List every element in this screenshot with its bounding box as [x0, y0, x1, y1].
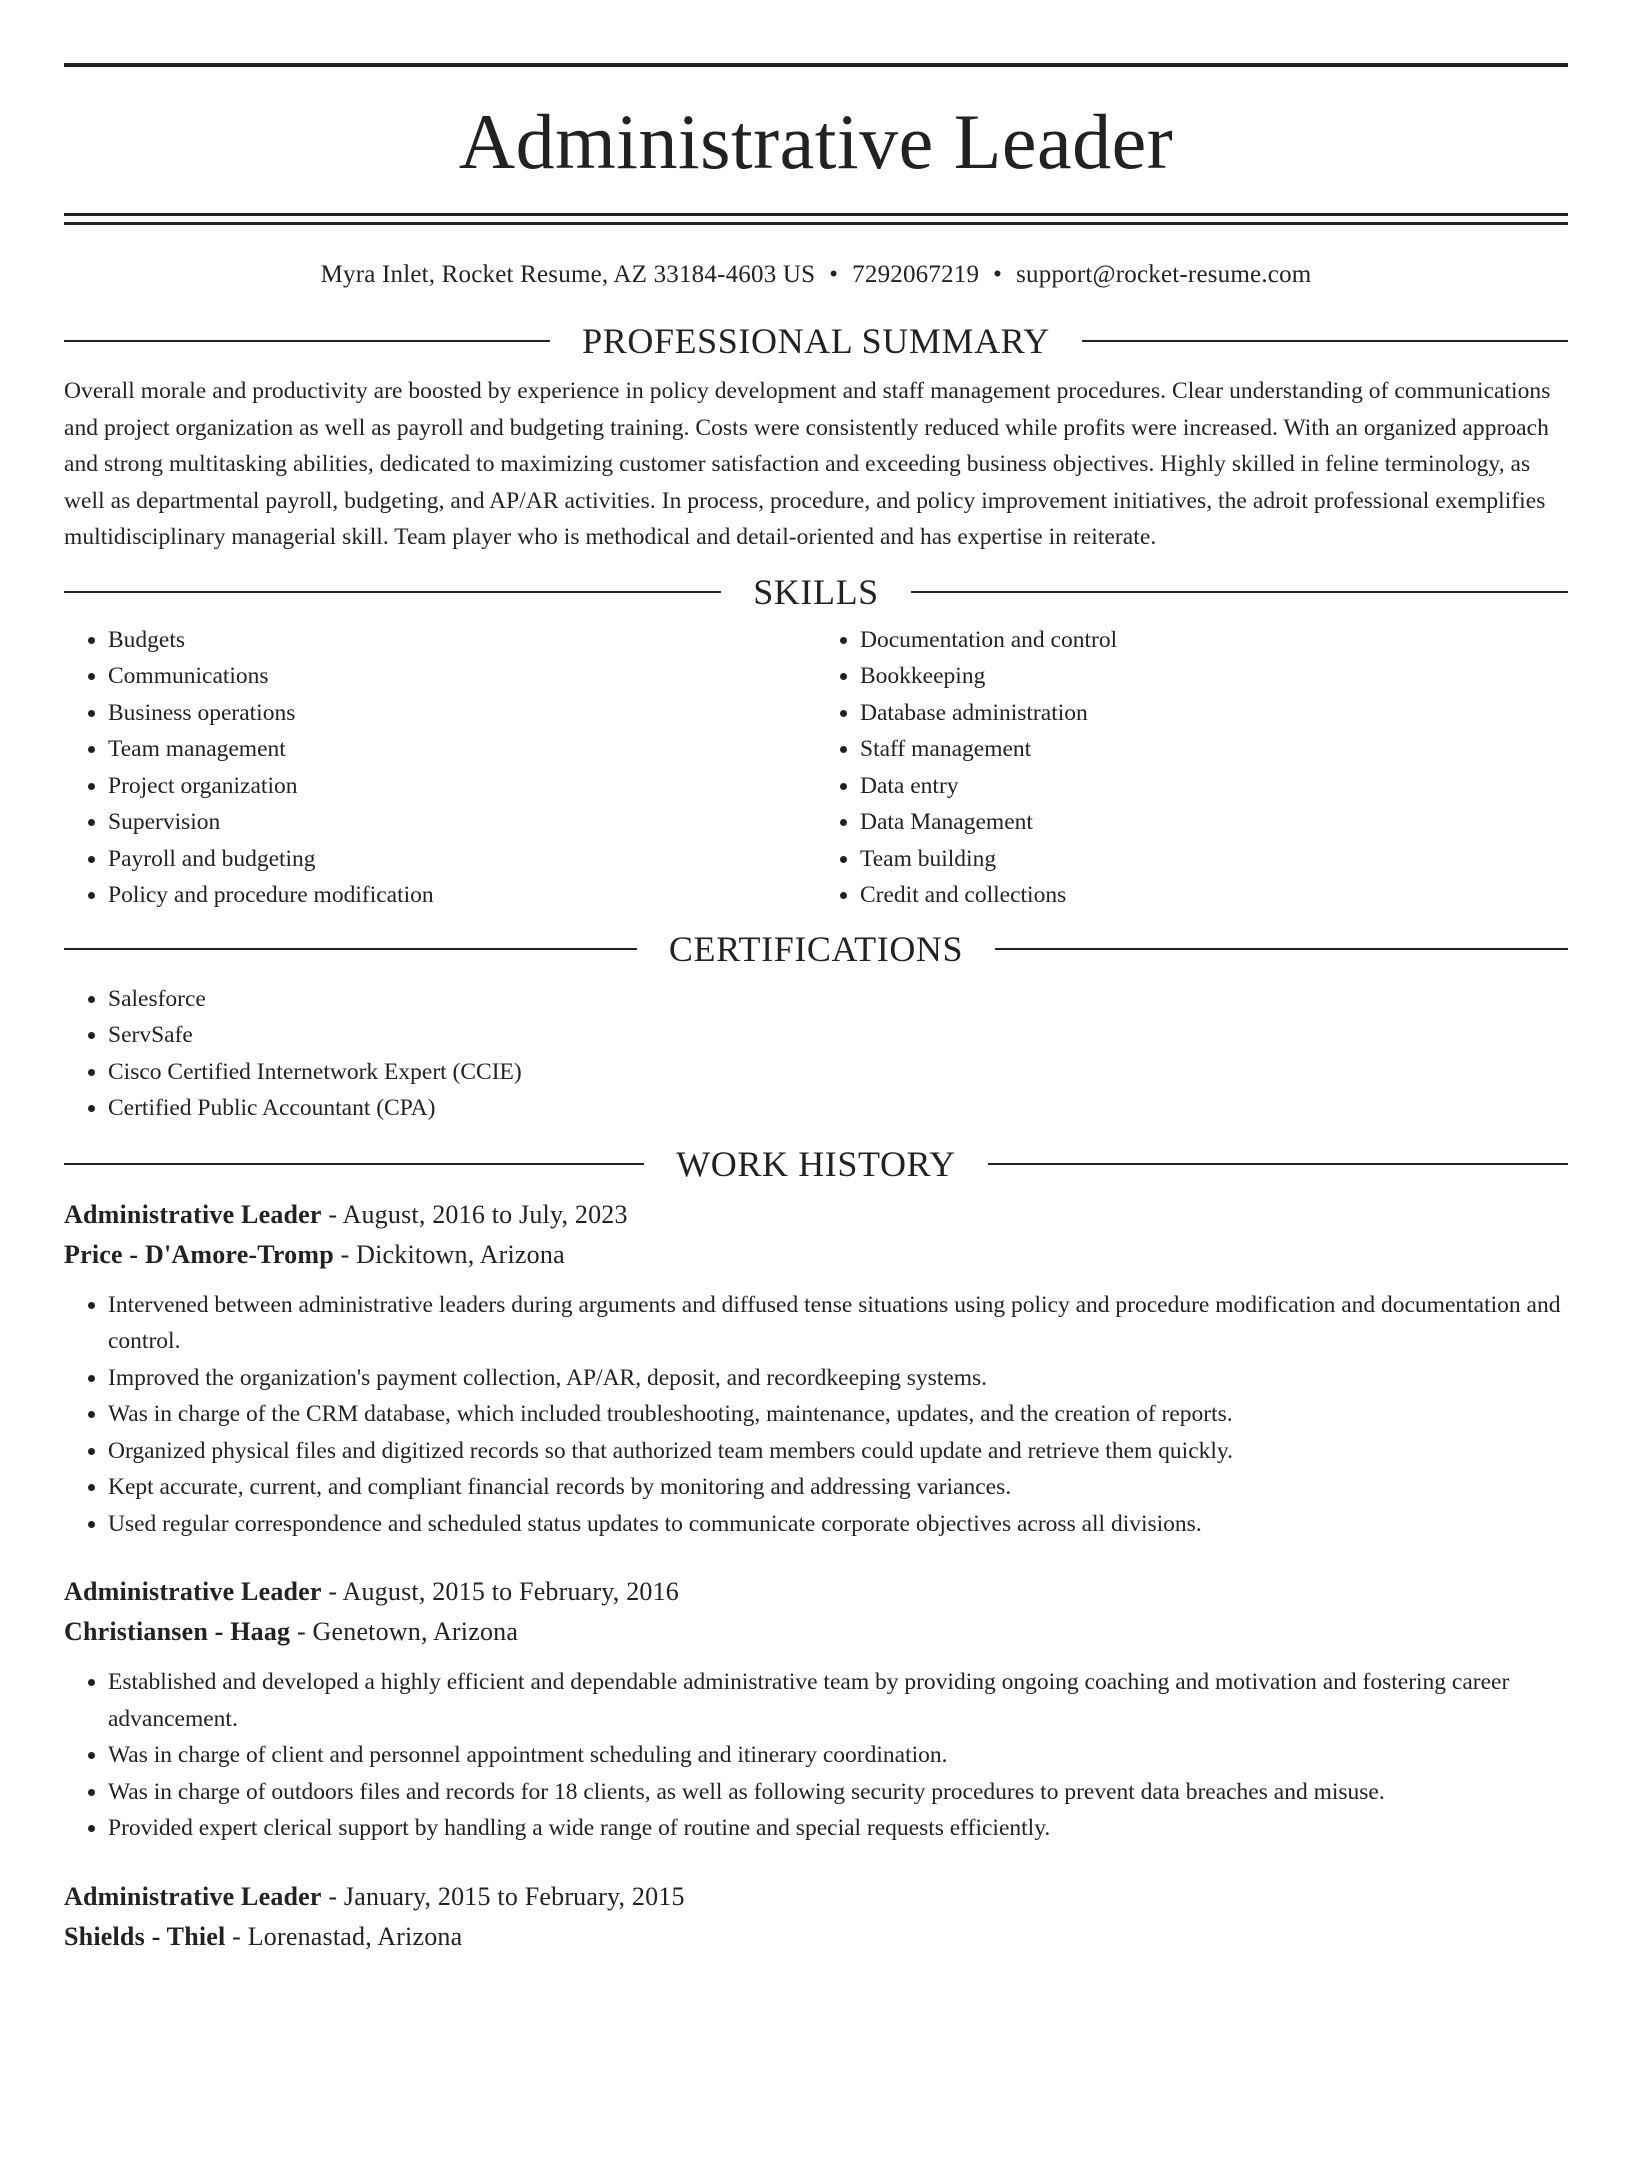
header-double-rule [64, 213, 1568, 225]
certification-item: • ServSafe [108, 1017, 1568, 1054]
job-bullets [64, 1287, 1568, 1543]
skill-item: • Data entry [860, 768, 1568, 805]
heading-rule-left [64, 340, 550, 342]
job-bullet: • Was in charge of the CRM database, which included troubleshooting, maintenance, updates, and the creation of reports. [108, 1396, 1568, 1433]
certification-item: • Salesforce [108, 981, 1568, 1018]
job-entry [64, 1572, 1568, 1847]
contact-line [64, 260, 1568, 290]
job-title-line [64, 1195, 1568, 1235]
job-company-line [64, 1612, 1568, 1652]
job-title: Administrative Leader [64, 1577, 322, 1606]
skill-item: • Credit and collections [860, 877, 1568, 914]
skills-list-left [64, 622, 816, 914]
contact-phone: 7292067219 [852, 261, 980, 288]
job-entry [64, 1877, 1568, 1957]
top-rule [64, 63, 1568, 67]
job-title-line [64, 1877, 1568, 1917]
job-bullet: • Kept accurate, current, and compliant financial records by monitoring and addressing variances. [108, 1469, 1568, 1506]
section-title: SKILLS [753, 571, 879, 612]
certification-item: • Certified Public Accountant (CPA) [108, 1090, 1568, 1127]
contact-separator: • [993, 261, 1003, 288]
skill-item: • Payroll and budgeting [108, 841, 816, 878]
job-dates: - January, 2015 to February, 2015 [321, 1881, 685, 1911]
section-heading-skills [64, 572, 1568, 612]
section-title: PROFESSIONAL SUMMARY [582, 321, 1050, 361]
job-bullet: • Improved the organization's payment collection, AP/AR, deposit, and recordkeeping systems. [108, 1360, 1568, 1397]
skill-item: • Policy and procedure modification [108, 877, 816, 914]
job-location: - Lorenastad, Arizona [225, 1921, 463, 1951]
job-title-line [64, 1572, 1568, 1612]
contact-address: Myra Inlet, Rocket Resume, AZ 33184-4603 US [320, 261, 816, 288]
job-dates: - August, 2015 to February, 2016 [321, 1577, 680, 1606]
skill-item: • Budgets [108, 622, 816, 659]
job-bullet: • Established and developed a highly efficient and dependable administrative team by providing ongoing coaching and motivation and fostering career advancement. [108, 1664, 1568, 1737]
job-location: - Genetown, Arizona [290, 1617, 519, 1646]
summary-text: Overall morale and productivity are boosted by experience in policy development and staff management procedures. Clear understanding of communications and project organization as well as payroll and budgeting training. Costs were consistently reduced while profits were increased. With an organized approach and strong multitasking abilities, dedicated to maximizing customer satisfaction and exceeding business objectives. Highly skilled in feline terminology, as well as departmental payroll, budgeting, and AP/AR activities. In process, procedure, and policy improvement initiatives, the adroit professional exemplifies multidisciplinary managerial skill. Team player who is methodical and detail-oriented and has expertise in reiterate. [64, 378, 1551, 550]
section-title: CERTIFICATIONS [668, 928, 964, 969]
skill-item: • Bookkeeping [860, 658, 1568, 695]
skill-item: • Data Management [860, 804, 1568, 841]
job-bullet: • Was in charge of outdoors files and records for 18 clients, as well as following security procedures to prevent data breaches and misuse. [108, 1774, 1568, 1811]
heading-rule-left [64, 1163, 644, 1165]
heading-rule-right [988, 1163, 1568, 1165]
job-bullets [64, 1664, 1568, 1847]
skill-item: • Project organization [108, 768, 816, 805]
certification-item: • Cisco Certified Internetwork Expert (CCIE) [108, 1054, 1568, 1091]
skill-item: • Documentation and control [860, 622, 1568, 659]
skill-item: • Business operations [108, 695, 816, 732]
job-bullet: • Provided expert clerical support by handling a wide range of routine and special requests efficiently. [108, 1810, 1568, 1847]
job-location: - Dickitown, Arizona [333, 1239, 565, 1269]
resume-page [0, 63, 1632, 2175]
section-heading-summary [64, 321, 1568, 361]
job-bullet: • Organized physical files and digitized records so that authorized team members could update and retrieve them quickly. [108, 1433, 1568, 1470]
job-company: Christiansen - Haag [64, 1617, 291, 1646]
skill-item: • Team building [860, 841, 1568, 878]
heading-rule-right [1082, 340, 1568, 342]
section-title: WORK HISTORY [676, 1143, 956, 1184]
heading-rule-right [995, 948, 1568, 950]
job-company-line [64, 1235, 1568, 1275]
section-heading-certifications [64, 929, 1568, 969]
heading-rule-left [64, 591, 721, 593]
job-bullet: • Was in charge of client and personnel appointment scheduling and itinerary coordination. [108, 1737, 1568, 1774]
skill-item: • Staff management [860, 731, 1568, 768]
job-company: Price - D'Amore-Tromp [64, 1239, 334, 1269]
job-company: Shields - Thiel [64, 1921, 226, 1951]
skills-list-right [816, 622, 1568, 914]
job-entry [64, 1195, 1568, 1543]
skills-columns [64, 622, 1568, 914]
section-heading-work-history [64, 1144, 1568, 1184]
job-bullet: • Intervened between administrative leaders during arguments and diffused tense situations using policy and procedure modification and documentation and control. [108, 1287, 1568, 1360]
job-bullet: • Used regular correspondence and scheduled status updates to communicate corporate objectives across all divisions. [108, 1506, 1568, 1543]
skill-item: • Communications [108, 658, 816, 695]
certifications-list [64, 981, 1568, 1127]
contact-email: support@rocket-resume.com [1016, 261, 1312, 288]
job-title: Administrative Leader [64, 1881, 322, 1911]
job-title: Administrative Leader [64, 1199, 322, 1229]
job-company-line [64, 1917, 1568, 1957]
skill-item: • Team management [108, 731, 816, 768]
heading-rule-right [911, 591, 1568, 593]
job-dates: - August, 2016 to July, 2023 [321, 1199, 628, 1229]
skill-item: • Database administration [860, 695, 1568, 732]
candidate-name: Administrative Leader [458, 98, 1174, 185]
heading-rule-left [64, 948, 637, 950]
skill-item: • Supervision [108, 804, 816, 841]
contact-separator: • [829, 261, 839, 288]
